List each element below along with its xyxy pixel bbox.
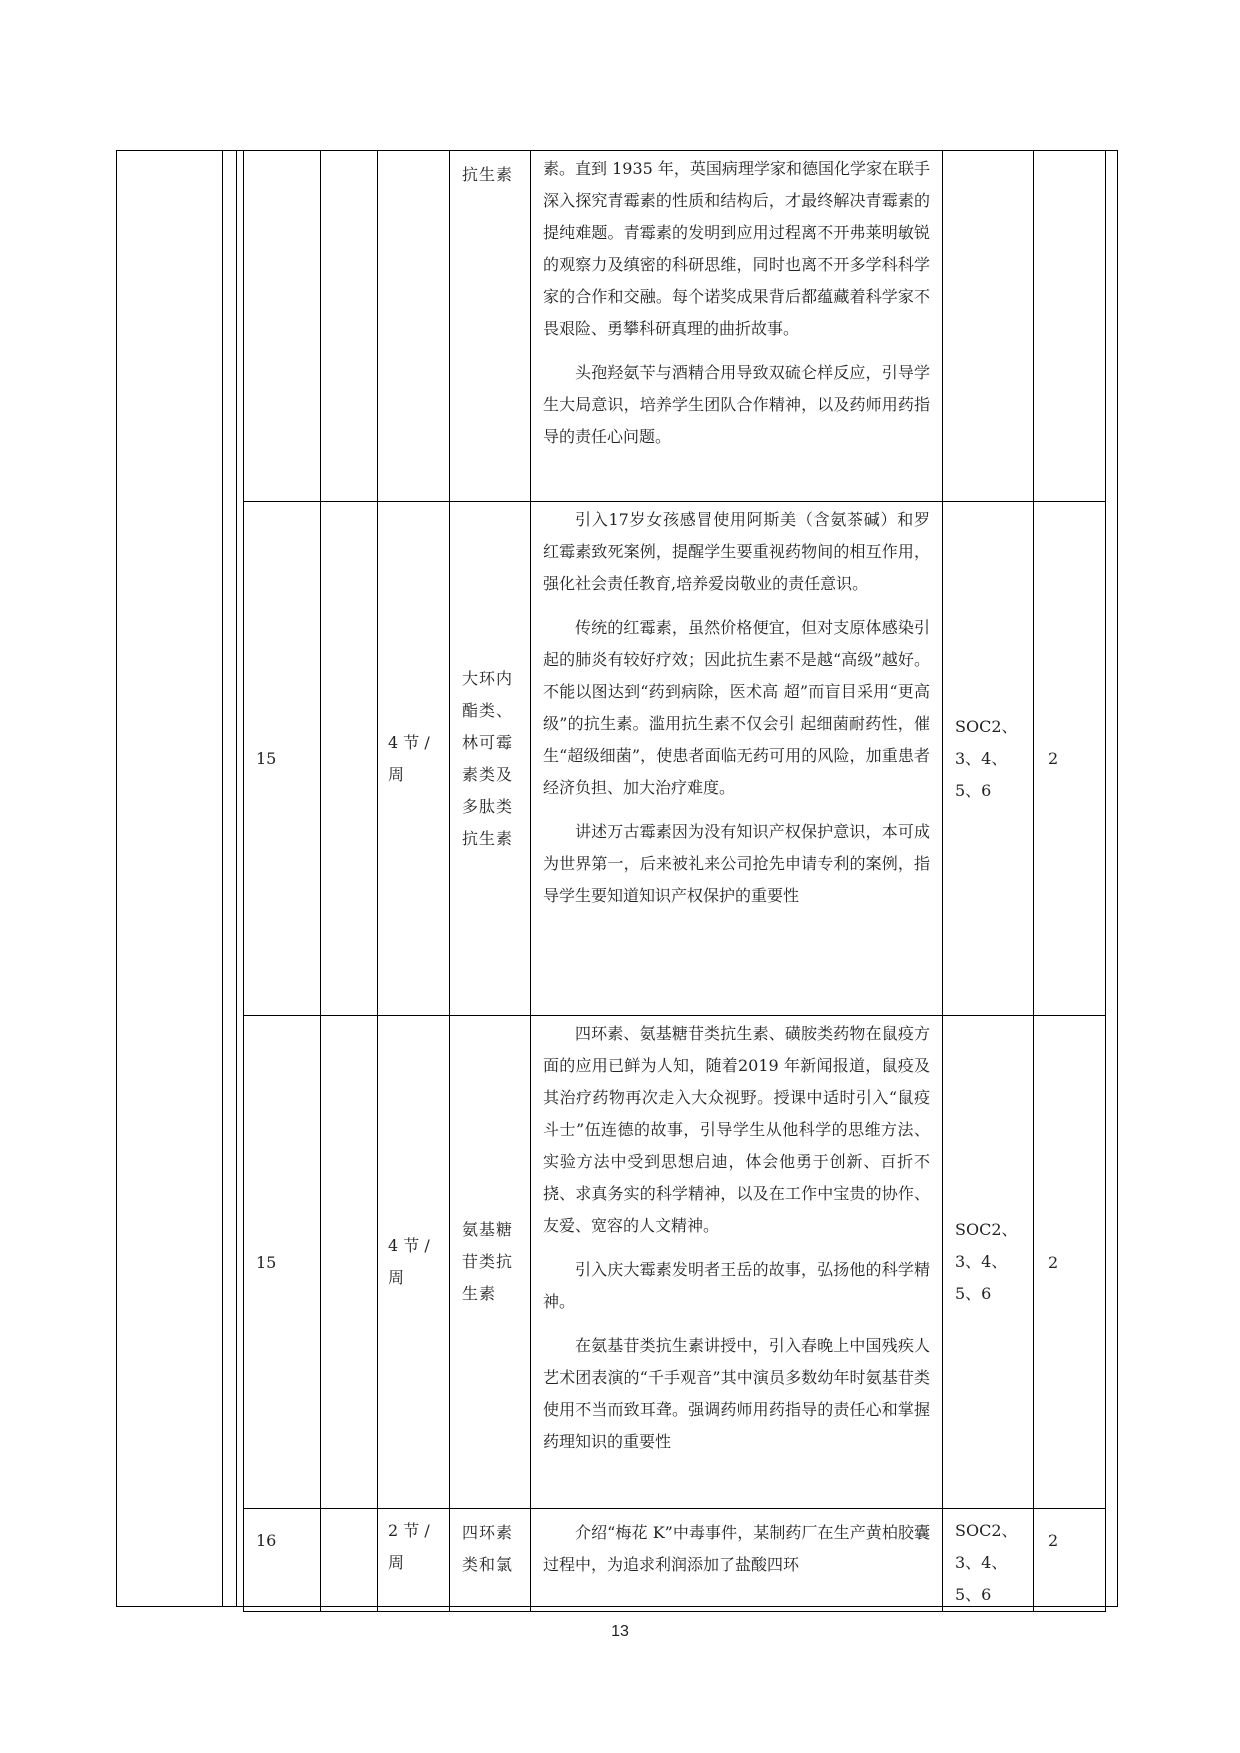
content-paragraph: 引入17岁女孩感冒使用阿斯美（含氨茶碱）和罗红霉素致死案例，提醒学生要重视药物间的相互作用，强化社会责任教育,培养爱岗敬业的责任意识。 [543,510,930,593]
blank-cell [321,1016,378,1509]
frame-line-left-3 [236,150,237,1606]
week-cell: 15 [244,1016,321,1509]
blank-cell [321,502,378,1016]
page-number: 13 [611,1623,629,1640]
hours-cell [378,151,450,502]
content-paragraph: 讲述万古霉素因为没有知识产权保护意识，本可成为世界第一，后来被礼来公司抢先申请专利的案例，指导学生要知道知识产权保护的重要性 [543,822,930,905]
content-paragraph: 介绍“梅花 K”中毒事件，某制药厂在生产黄柏胶囊过程中，为追求利润添加了盐酸四环 [543,1523,930,1574]
hours-cell: 4 节 / 周 [378,502,450,1016]
content-cell [531,1509,943,1612]
topic-cell: 抗生素 [450,151,531,502]
content-paragraph: 头孢羟氨苄与酒精合用导致双硫仑样反应，引导学生大局意识，培养学生团队合作精神，以及药师用药指导的责任心问题。 [543,363,930,446]
frame-line-left-1 [116,150,117,1606]
syllabus-table [243,150,1106,1612]
topic-cell: 四环素类和氯 [450,1509,531,1612]
points-cell: 2 [1034,1509,1106,1612]
topic-cell: 大环内酯类、林可霉素类及多肽类抗生素 [450,502,531,1016]
goals-cell [943,151,1034,502]
table-row [244,1509,1106,1612]
points-cell [1034,151,1106,502]
week-cell [244,151,321,502]
table-row [244,502,1106,1016]
content-paragraph: 素。直到 1935 年，英国病理学家和德国化学家在联手深入探究青霉素的性质和结构后，才最终解决青霉素的提纯难题。青霉素的发明到应用过程离不开弗莱明敏锐的观察力及缜密的科研思维，同时也离不开多学科科学家的合作和交融。每个诺奖成果背后都蕴藏着科学家不畏艰险、勇攀科研真理的曲折故事。 [543,159,930,338]
week-cell: 15 [244,502,321,1016]
goals-cell: SOC2、3、4、5、6 [943,502,1034,1016]
goals-cell: SOC2、3、4、5、6 [943,1016,1034,1509]
goals-cell: SOC2、3、4、5、6 [943,1509,1034,1612]
points-cell: 2 [1034,502,1106,1016]
content-paragraph: 四环素、氨基糖苷类抗生素、磺胺类药物在鼠疫方面的应用已鲜为人知，随着2019 年新闻报道，鼠疫及其治疗药物再次走入大众视野。授课中适时引入“鼠疫斗士”伍连德的故事，引导学生从他科学的思维方法、实验方法中受到思想启迪，体会他勇于创新、百折不挠、求真务实的科学精神，以及在工作中宝贵的协作、友爱、宽容的人文精神。 [543,1024,930,1235]
frame-line-right [1117,150,1118,1606]
content-paragraph: 传统的红霉素，虽然价格便宜，但对支原体感染引起的肺炎有较好疗效；因此抗生素不是越“高级”越好。不能以图达到“药到病除，医术高 超”而盲目采用“更高级”的抗生素。滥用抗生素不仅会引 起细菌耐药性，催生“超级细菌”，使患者面临无药可用的风险，加重患者经济负担、加大治疗难度。 [543,618,930,797]
points-cell: 2 [1034,1016,1106,1509]
content-cell [531,502,943,1016]
hours-cell: 4 节 / 周 [378,1016,450,1509]
content-paragraph: 在氨基苷类抗生素讲授中，引入春晚上中国残疾人艺术团表演的“千手观音”其中演员多数幼年时氨基苷类使用不当而致耳聋。强调药师用药指导的责任心和掌握药理知识的重要性 [543,1336,930,1451]
topic-cell: 氨基糖苷类抗生素 [450,1016,531,1509]
content-cell [531,151,943,502]
frame-line-left-2 [222,150,223,1606]
content-cell [531,1016,943,1509]
blank-cell [321,1509,378,1612]
content-paragraph: 引入庆大霉素发明者王岳的故事，弘扬他的科学精神。 [543,1260,930,1311]
hours-cell: 2 节 / 周 [378,1509,450,1612]
blank-cell [321,151,378,502]
table-row [244,1016,1106,1509]
week-cell: 16 [244,1509,321,1612]
table-row [244,151,1106,502]
